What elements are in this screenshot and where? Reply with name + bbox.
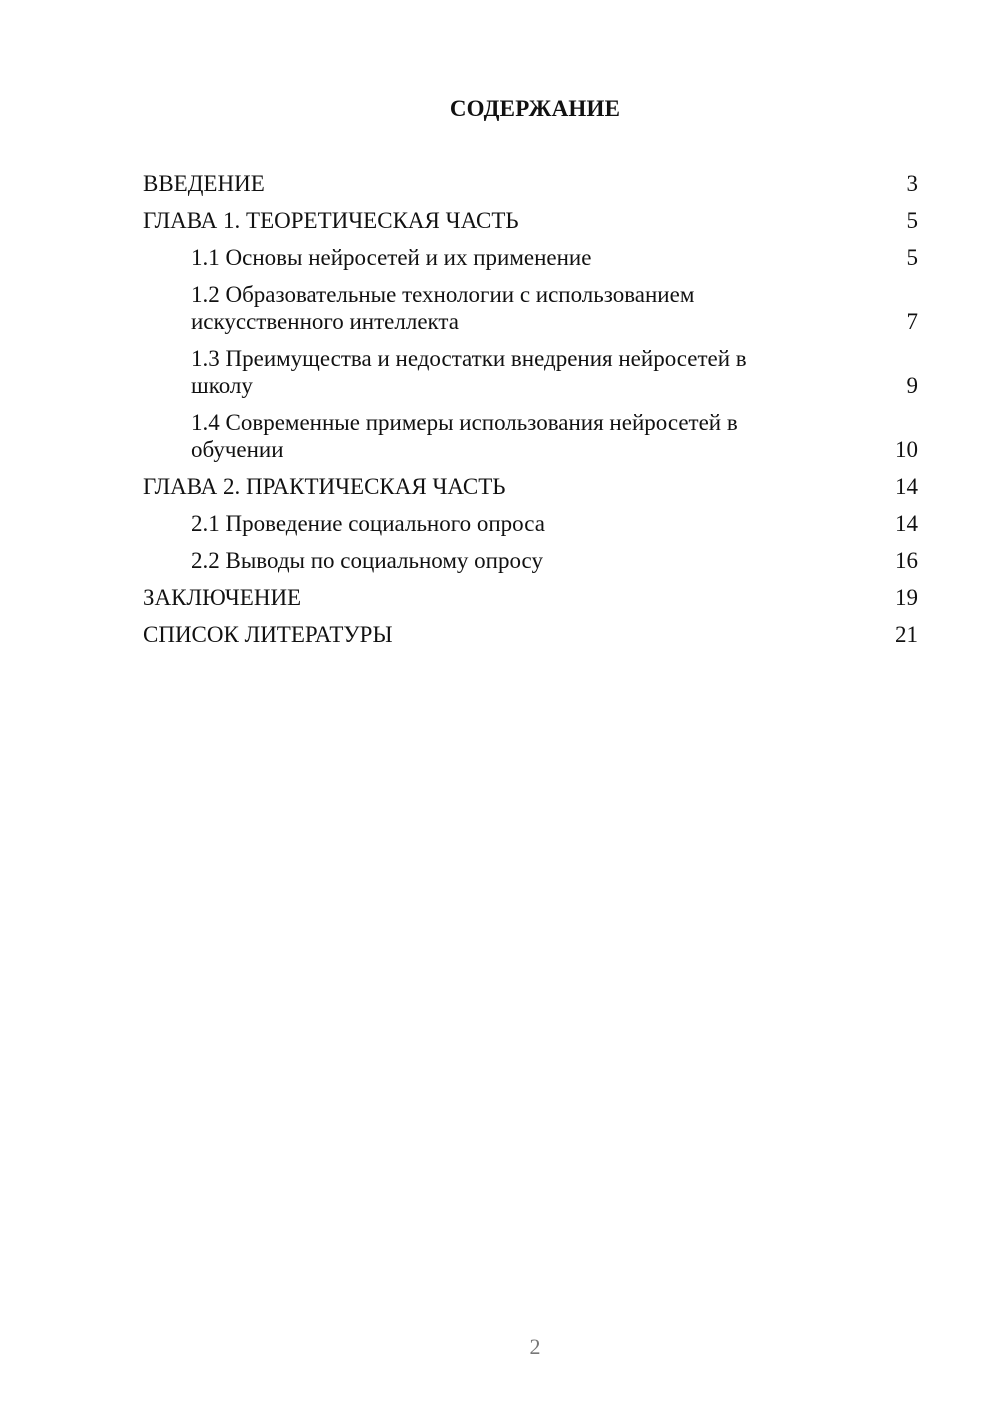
toc-entry-page: 14 [895,474,918,499]
toc-entry-page: 14 [895,511,918,536]
toc-entry-introduction[interactable] [143,170,918,197]
toc-entry-section-1-2[interactable] [143,281,918,335]
toc-entry-text: 1.4 Современные примеры использования нейросетей в обучении [191,410,738,462]
toc-entry-page: 7 [906,309,918,334]
table-of-contents [143,170,918,658]
toc-entry-section-1-1[interactable] [143,244,918,271]
toc-entry-chapter-1[interactable] [143,207,918,234]
toc-entry-conclusion[interactable] [143,584,918,611]
toc-entry-page: 5 [906,208,918,233]
toc-entry-page: 10 [895,437,918,462]
toc-entry-text: 2.1 Проведение социального опроса [191,511,545,536]
toc-entry-page: 19 [895,585,918,610]
toc-entry-text: ЗАКЛЮЧЕНИЕ [143,585,302,610]
toc-entry-section-1-3[interactable] [143,345,918,399]
toc-entry-text: 1.3 Преимущества и недостатки внедрения нейросетей в школу [191,346,747,398]
toc-entry-page: 16 [895,548,918,573]
toc-title: СОДЕРЖАНИЕ [449,96,621,121]
toc-entry-page: 9 [906,373,918,398]
toc-entry-text: СПИСОК ЛИТЕРАТУРЫ [143,622,393,647]
toc-entry-section-2-2[interactable] [143,547,918,574]
toc-entry-page: 3 [906,171,918,196]
toc-entry-section-2-1[interactable] [143,510,918,537]
toc-entry-text: 1.1 Основы нейросетей и их применение [191,245,592,270]
toc-entry-references[interactable] [143,621,918,648]
toc-entry-section-1-4[interactable] [143,409,918,463]
page-number: 2 [529,1334,541,1359]
toc-entry-text: ГЛАВА 1. ТЕОРЕТИЧЕСКАЯ ЧАСТЬ [143,208,519,233]
toc-entry-text: ВВЕДЕНИЕ [143,171,265,196]
toc-entry-text: 1.2 Образовательные технологии с использованием искусственного интеллекта [191,282,695,334]
toc-entry-text: ГЛАВА 2. ПРАКТИЧЕСКАЯ ЧАСТЬ [143,474,506,499]
toc-entry-page: 21 [895,622,918,647]
toc-entry-text: 2.2 Выводы по социальному опросу [191,548,543,573]
toc-entry-chapter-2[interactable] [143,473,918,500]
toc-entry-page: 5 [906,245,918,270]
